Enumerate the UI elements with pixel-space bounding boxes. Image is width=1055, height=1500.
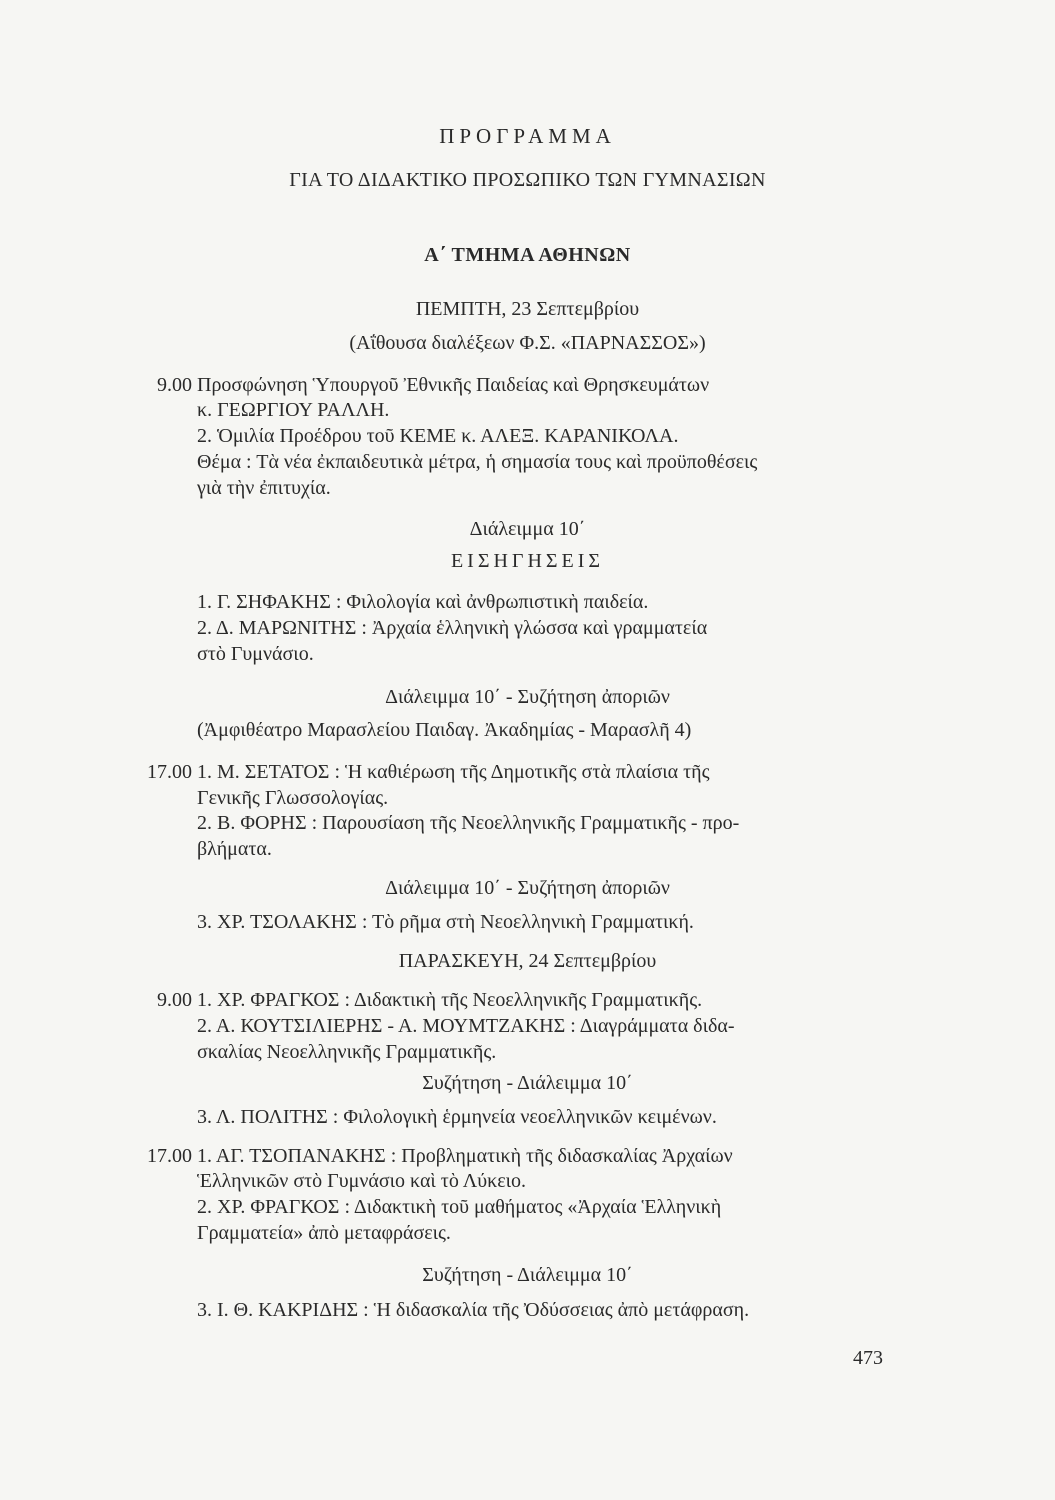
day1-morning-line: Θέμα : Τὰ νέα ἐκπαιδευτικὰ μέτρα, ἡ σημασία τους καὶ προϋποθέσεις: [197, 451, 758, 473]
day2-morning-line: σκαλίας Νεοελληνικῆς Γραμματικῆς.: [197, 1041, 497, 1063]
section-title: Α΄ ΤΜΗΜΑ ΑΘΗΝΩΝ: [424, 244, 631, 266]
day2-evening-line: 2. ΧΡ. ΦΡΑΓΚΟΣ : Διδακτικὴ τοῦ μαθήματος «Ἀρχαία Ἑλληνικὴ: [197, 1196, 722, 1218]
day2-evening-line: 1. ΑΓ. ΤΣΟΠΑΝΑΚΗΣ : Προβληματικὴ τῆς διδασκαλίας Ἀρχαίων: [197, 1145, 733, 1167]
day1-morning-line: Προσφώνηση Ὑπουργοῦ Ἐθνικῆς Παιδείας καὶ Θρησκευμάτων: [197, 374, 710, 396]
day1-break-3: Διάλειμμα 10΄ - Συζήτηση ἀποριῶν: [385, 877, 670, 899]
day2-break-1: Συζήτηση - Διάλειμμα 10΄: [422, 1072, 633, 1094]
day1-morning-line: γιὰ τὴν ἐπιτυχία.: [197, 477, 331, 499]
page-subtitle: ΓΙΑ ΤΟ ΔΙΔΑΚΤΙΚΟ ΠΡΟΣΩΠΙΚΟ ΤΩΝ ΓΥΜΝΑΣΙΩΝ: [289, 169, 766, 191]
day2-morning-last: 3. Λ. ΠΟΛΙΤΗΣ : Φιλολογικὴ ἑρμηνεία νεοελληνικῶν κειμένων.: [197, 1106, 717, 1128]
day2-morning-time: 9.00: [157, 989, 192, 1011]
day1-evening-line: Γενικῆς Γλωσσολογίας.: [197, 787, 389, 809]
day1-morning-time: 9.00: [157, 374, 192, 396]
day1-morning-line: 2. Ὁμιλία Προέδρου τοῦ ΚΕΜΕ κ. ΑΛΕΞ. ΚΑΡΑΝΙΚΟΛΑ.: [197, 425, 679, 447]
day1-talk-line: 2. Δ. ΜΑΡΩΝΙΤΗΣ : Ἀρχαία ἑλληνικὴ γλώσσα καὶ γραμματεία: [197, 617, 708, 639]
day1-evening-line: 1. Μ. ΣΕΤΑΤΟΣ : Ἡ καθιέρωση τῆς Δημοτικῆς στὰ πλαίσια τῆς: [197, 761, 710, 783]
day1-venue-2: (Ἀμφιθέατρο Μαρασλείου Παιδαγ. Ἀκαδημίας - Μαρασλῆ 4): [197, 719, 692, 741]
page-title: ΠΡΟΓΡΑΜΜΑ: [439, 124, 616, 148]
day1-talk-line: 1. Γ. ΣΗΦΑΚΗΣ : Φιλολογία καὶ ἀνθρωπιστικὴ παιδεία.: [197, 591, 649, 613]
day2-evening-last: 3. Ι. Θ. ΚΑΚΡΙΔΗΣ : Ἡ διδασκαλία τῆς Ὀδύσσειας ἀπὸ μετάφραση.: [197, 1299, 750, 1321]
day1-break-1: Διάλειμμα 10΄: [469, 518, 586, 540]
page-number: 473: [853, 1347, 883, 1369]
day2-morning-line: 1. ΧΡ. ΦΡΑΓΚΟΣ : Διδακτικὴ τῆς Νεοελληνικῆς Γραμματικῆς.: [197, 989, 703, 1011]
day1-evening-line: βλήματα.: [197, 838, 272, 860]
day1-morning-line: κ. ΓΕΩΡΓΙΟΥ ΡΑΛΛΗ.: [197, 399, 390, 421]
day2-date: ΠΑΡΑΣΚΕΥΗ, 24 Σεπτεμβρίου: [398, 950, 657, 972]
day1-evening-line: 2. Β. ΦΟΡΗΣ : Παρουσίαση τῆς Νεοελληνικῆς Γραμματικῆς - προ-: [197, 812, 740, 834]
day1-date: ΠΕΜΠΤΗ, 23 Σεπτεμβρίου: [415, 298, 640, 320]
day1-venue: (Αΐθουσα διαλέξεων Φ.Σ. «ΠΑΡΝΑΣΣΟΣ»): [349, 332, 706, 354]
day2-evening-line: Ἑλληνικῶν στὸ Γυμνάσιο καὶ τὸ Λύκειο.: [197, 1170, 526, 1192]
eisigiseis-heading: ΕΙΣΗΓΗΣΕΙΣ: [450, 550, 605, 572]
day2-morning-line: 2. Α. ΚΟΥΤΣΙΛΙΕΡΗΣ - Α. ΜΟΥΜΤΖΑΚΗΣ : Διαγράμματα διδα-: [197, 1015, 735, 1037]
day2-evening-time: 17.00: [147, 1145, 192, 1167]
day2-evening-line: Γραμματεία» ἀπὸ μεταφράσεις.: [197, 1222, 451, 1244]
day1-talk-line: στὸ Γυμνάσιο.: [197, 643, 314, 665]
day1-evening-time: 17.00: [147, 761, 192, 783]
day1-break-2: Διάλειμμα 10΄ - Συζήτηση ἀποριῶν: [385, 686, 670, 708]
day2-break-2: Συζήτηση - Διάλειμμα 10΄: [422, 1264, 633, 1286]
day1-evening-last: 3. ΧΡ. ΤΣΟΛΑΚΗΣ : Τὸ ρῆμα στὴ Νεοελληνικὴ Γραμματική.: [197, 911, 694, 933]
